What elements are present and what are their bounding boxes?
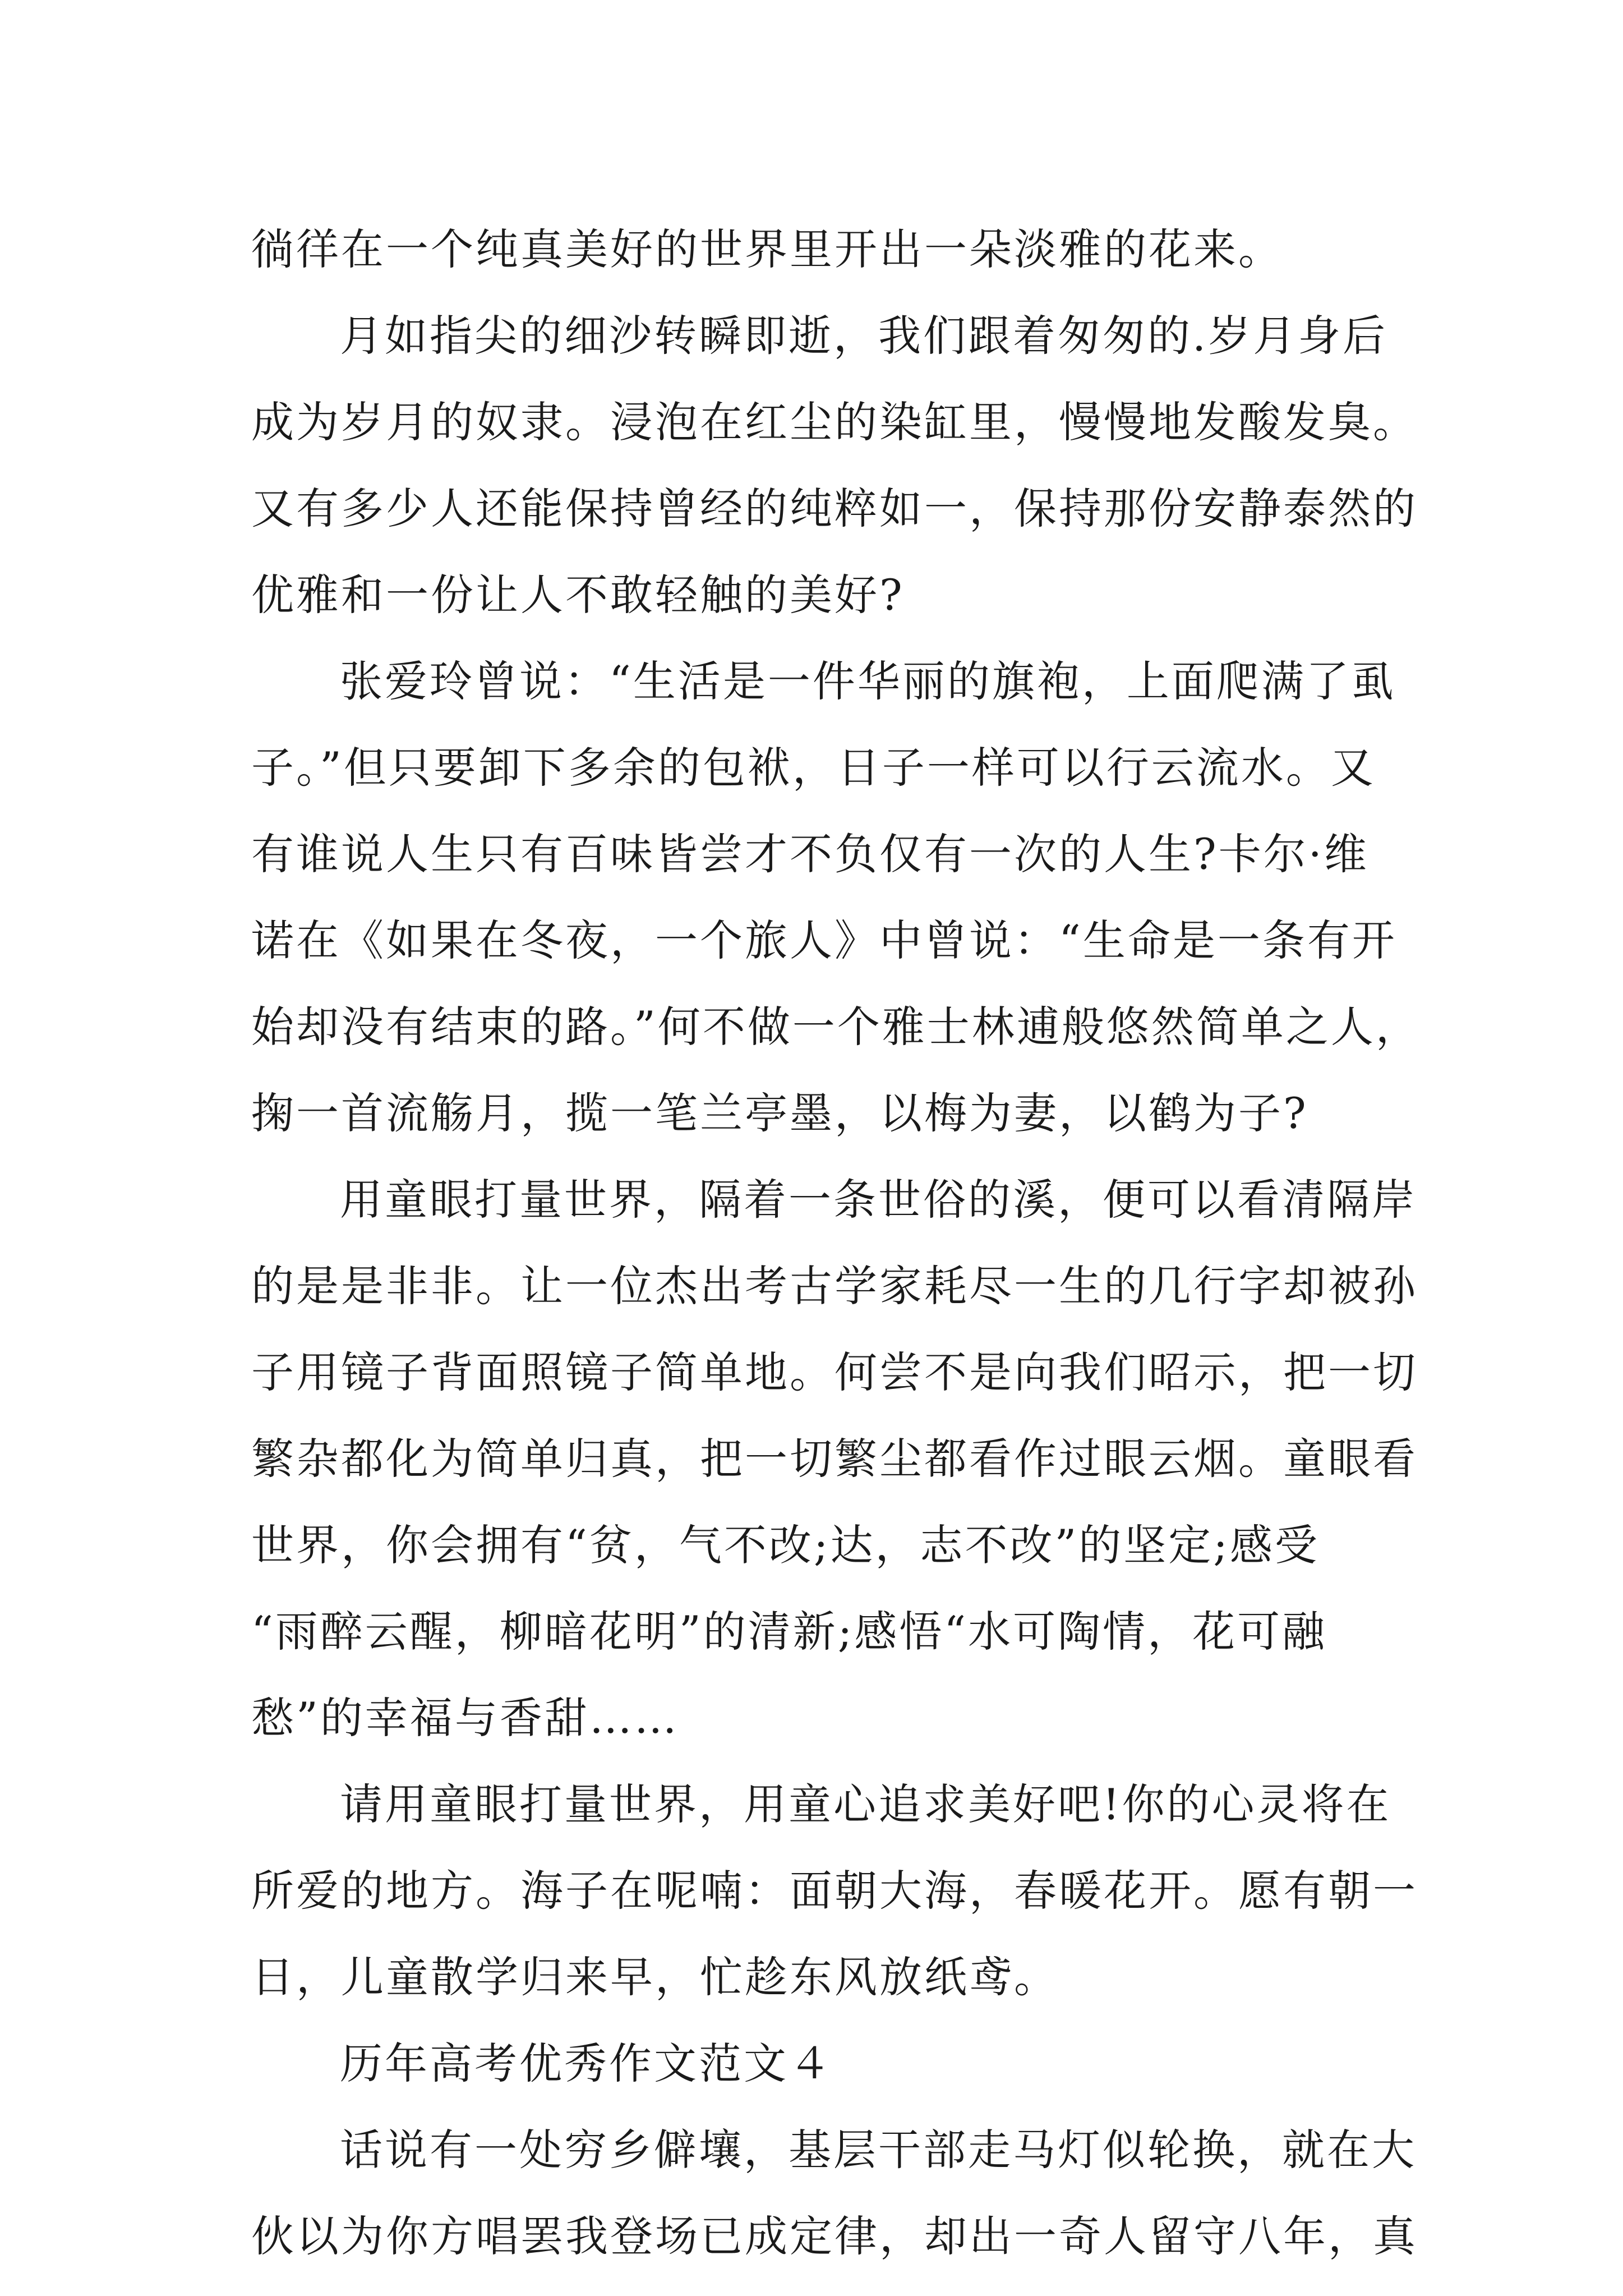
section-heading: 历年高考优秀作文范文４ xyxy=(340,2039,833,2088)
text-line: 子用镜子背面照镜子简单地。何尝不是向我们昭示，把一切 xyxy=(251,1347,1418,1397)
text-line: 又有多少人还能保持曾经的纯粹如一，保持那份安静泰然的 xyxy=(251,484,1418,533)
paragraph xyxy=(251,638,1421,1157)
text-line: 掬一首流觞月，揽一笔兰亭墨，以梅为妻，以鹤为子? xyxy=(251,1088,1308,1138)
paragraph xyxy=(251,293,1418,638)
paragraph xyxy=(251,2107,1418,2280)
text-line: 所爱的地方。海子在呢喃：面朝大海，春暖花开。愿有朝一 xyxy=(251,1866,1418,1916)
text-line: “雨醉云醒，柳暗花明”的清新;感悟“水可陶情，花可融 xyxy=(251,1607,1327,1657)
text-line: 诺在《如果在冬夜，一个旅人》中曾说：“生命是一条有开 xyxy=(251,915,1397,965)
text-line: 月如指尖的细沙转瞬即逝，我们跟着匆匆的.岁月身后 xyxy=(340,311,1388,361)
text-line: 徜徉在一个纯真美好的世界里开出一朵淡雅的花来。 xyxy=(251,224,1283,274)
paragraph xyxy=(251,1761,1418,2021)
text-line: 有谁说人生只有百味皆尝才不负仅有一次的人生?卡尔·维 xyxy=(251,829,1369,879)
text-line: 请用童眼打量世界，用童心追求美好吧!你的心灵将在 xyxy=(340,1779,1391,1829)
text-line: 伙以为你方唱罢我登场已成定律，却出一奇人留守八年，真 xyxy=(251,2211,1418,2261)
document-body xyxy=(251,206,1421,2280)
text-line: 成为岁月的奴隶。浸泡在红尘的染缸里，慢慢地发酸发臭。 xyxy=(251,397,1418,447)
text-line: 用童眼打量世界，隔着一条世俗的溪，便可以看清隔岸 xyxy=(340,1175,1417,1225)
text-line: 优雅和一份让人不敢轻触的美好? xyxy=(251,570,905,620)
text-line: 的是是非非。让一位杰出考古学家耗尽一生的几行字却被孙 xyxy=(251,1261,1418,1311)
paragraph xyxy=(251,1157,1418,1761)
text-line: 愁”的幸福与香甜…… xyxy=(251,1693,679,1743)
text-line: 话说有一处穷乡僻壤，基层干部走马灯似轮换，就在大 xyxy=(340,2125,1417,2175)
paragraph-continuation xyxy=(251,206,1395,293)
text-line: 日，儿童散学归来早，忙趁东风放纸鸢。 xyxy=(251,1952,1059,2002)
text-line: 世界，你会拥有“贫，气不改;达，志不改”的坚定;感受 xyxy=(251,1520,1320,1570)
text-line: 繁杂都化为简单归真，把一切繁尘都看作过眼云烟。童眼看 xyxy=(251,1434,1418,1484)
text-line: 子。”但只要卸下多余的包袱，日子一样可以行云流水。又 xyxy=(251,743,1376,793)
text-line: 张爱玲曾说：“生活是一件华丽的旗袍，上面爬满了虱 xyxy=(340,656,1396,706)
text-line: 始却没有结束的路。”何不做一个雅士林逋般悠然简单之人， xyxy=(251,1002,1421,1052)
